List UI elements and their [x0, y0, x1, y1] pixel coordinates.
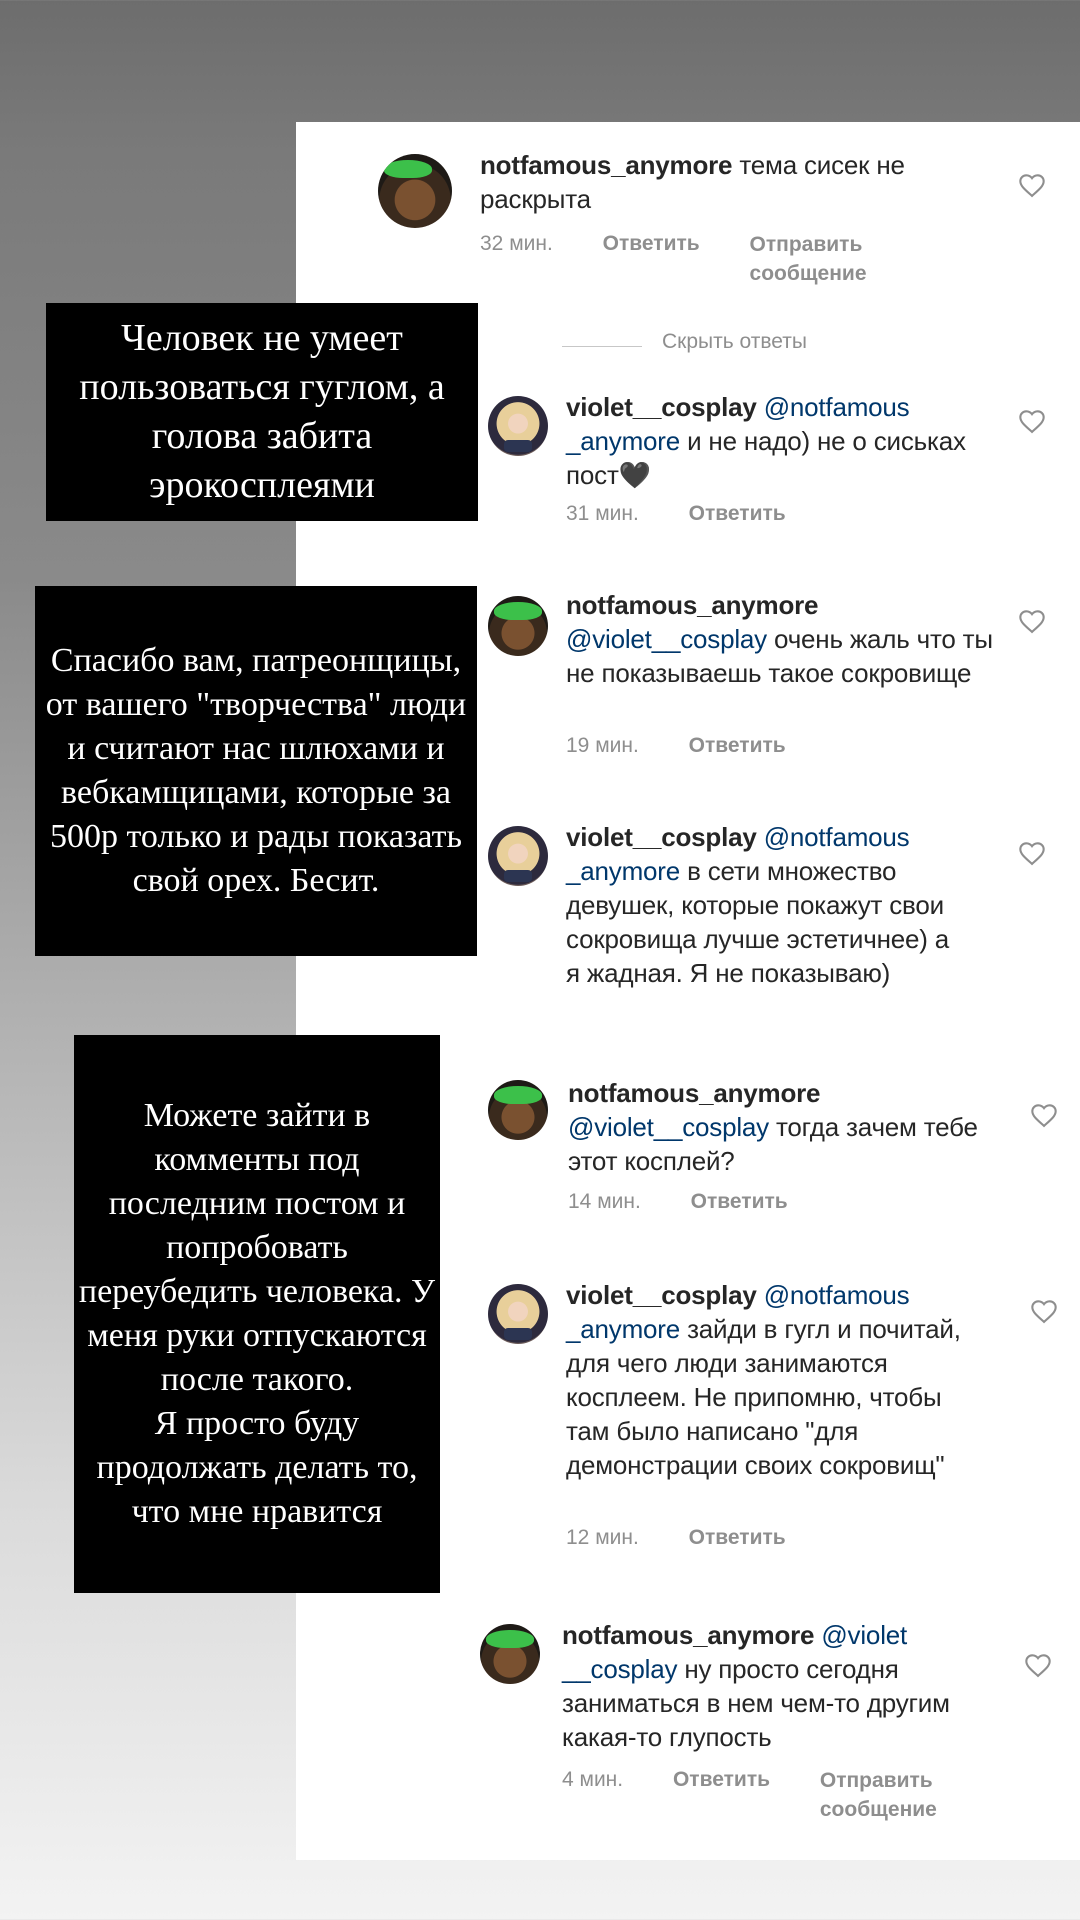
comment-meta [568, 1190, 832, 1214]
comment-time: 14 мин. [568, 1190, 641, 1213]
avatar[interactable] [488, 1080, 548, 1140]
hide-replies-line [562, 346, 642, 347]
comment-0 [296, 122, 1080, 302]
comment-text: и не надо) не о сиськах пост [566, 426, 966, 490]
avatar[interactable] [488, 826, 548, 886]
mention-link[interactable]: @notfamous _anymore [566, 822, 910, 886]
comment-body [480, 148, 910, 216]
username[interactable]: notfamous_anymore [568, 1078, 821, 1108]
comment-body [568, 1076, 998, 1178]
comment-meta [566, 1526, 830, 1550]
overlay-note-3: Можете зайти в комменты под последним постом и попробовать переубедить человека. У меня руки отпускаются после такого. Я просто буду продолжать делать то, что мне нравится [74, 1035, 440, 1593]
comment-text: зайди в гугл и почитай, для чего люди занимаются косплеем. Не припомню, чтобы там было написано "для демонстрации своих сокровищ" [566, 1314, 961, 1480]
reply-button[interactable]: Ответить [688, 734, 786, 757]
comment-meta [566, 734, 830, 758]
username[interactable]: notfamous_anymore [566, 590, 819, 620]
reply-button[interactable]: Ответить [672, 1768, 771, 1791]
comment-time: 4 мин. [562, 1768, 624, 1791]
avatar[interactable] [488, 596, 548, 656]
comment-body [562, 1618, 992, 1754]
comment-body [566, 820, 966, 990]
heart-icon[interactable] [1030, 1298, 1058, 1326]
mention-link[interactable]: @notfamous _anymore [566, 1280, 910, 1344]
comment-text: очень жаль что ты не показываешь такое сокровище [566, 624, 993, 688]
heart-icon[interactable] [1018, 840, 1046, 868]
black-heart-emoji: 🖤 [618, 460, 651, 490]
username[interactable]: notfamous_anymore [480, 150, 733, 180]
mention-link[interactable]: @violet__cosplay [568, 1112, 769, 1142]
overlay-note-2: Спасибо вам, патреонщицы, от вашего "творчества" люди и считают нас шлюхами и вебкамщицами, которые за 500р только и рады показать свой орех. Бесит. [35, 586, 477, 956]
avatar[interactable] [488, 396, 548, 456]
comment-time: 32 мин. [480, 232, 553, 255]
avatar[interactable] [488, 1284, 548, 1344]
reply-button[interactable]: Ответить [690, 1190, 788, 1213]
username[interactable]: notfamous_anymore [562, 1620, 815, 1650]
comment-text: тема сисек не раскрыта [480, 150, 905, 214]
avatar[interactable] [480, 1624, 540, 1684]
comment-body [566, 1278, 986, 1482]
send-message-button[interactable]: Отправить сообщение [819, 1769, 937, 1821]
hide-replies-label[interactable]: Скрыть ответы [662, 330, 807, 353]
comment-text: в сети множество девушек, которые покажут свои сокровища лучше эстетичнее) а я жадная. Я не показываю) [566, 856, 949, 988]
heart-icon[interactable] [1024, 1652, 1052, 1680]
heart-icon[interactable] [1018, 408, 1046, 436]
comment-body [566, 588, 996, 690]
comment-text: тогда зачем тебе этот косплей? [568, 1112, 978, 1176]
comment-time: 12 мин. [566, 1526, 639, 1549]
avatar[interactable] [378, 154, 452, 228]
send-message-button[interactable]: Отправить сообщение [749, 233, 867, 285]
reply-button[interactable]: Ответить [688, 1526, 786, 1549]
overlay-note-1: Человек не умеет пользоваться гуглом, а голова забита эрокосплеями [46, 303, 478, 521]
comment-time: 19 мин. [566, 734, 639, 757]
comment-6 [296, 1618, 1080, 1848]
comment-time: 31 мин. [566, 502, 639, 525]
comment-meta [480, 232, 934, 288]
comment-body [566, 390, 966, 492]
username[interactable]: violet__cosplay [566, 392, 757, 422]
reply-button[interactable]: Ответить [688, 502, 786, 525]
mention-link[interactable]: @notfamous _anymore [566, 392, 910, 456]
comment-meta [566, 502, 830, 526]
mention-link[interactable]: @violet__cosplay [566, 624, 767, 654]
reply-button[interactable]: Ответить [602, 232, 700, 255]
heart-icon[interactable] [1018, 172, 1046, 200]
username[interactable]: violet__cosplay [566, 1280, 757, 1310]
comment-text: ну просто сегодня заниматься в нем чем-то другим какая-то глупость [562, 1654, 950, 1752]
username[interactable]: violet__cosplay [566, 822, 757, 852]
heart-icon[interactable] [1030, 1102, 1058, 1130]
heart-icon[interactable] [1018, 608, 1046, 636]
comment-meta [562, 1768, 1004, 1824]
mention-link[interactable]: @violet __cosplay [562, 1620, 908, 1684]
